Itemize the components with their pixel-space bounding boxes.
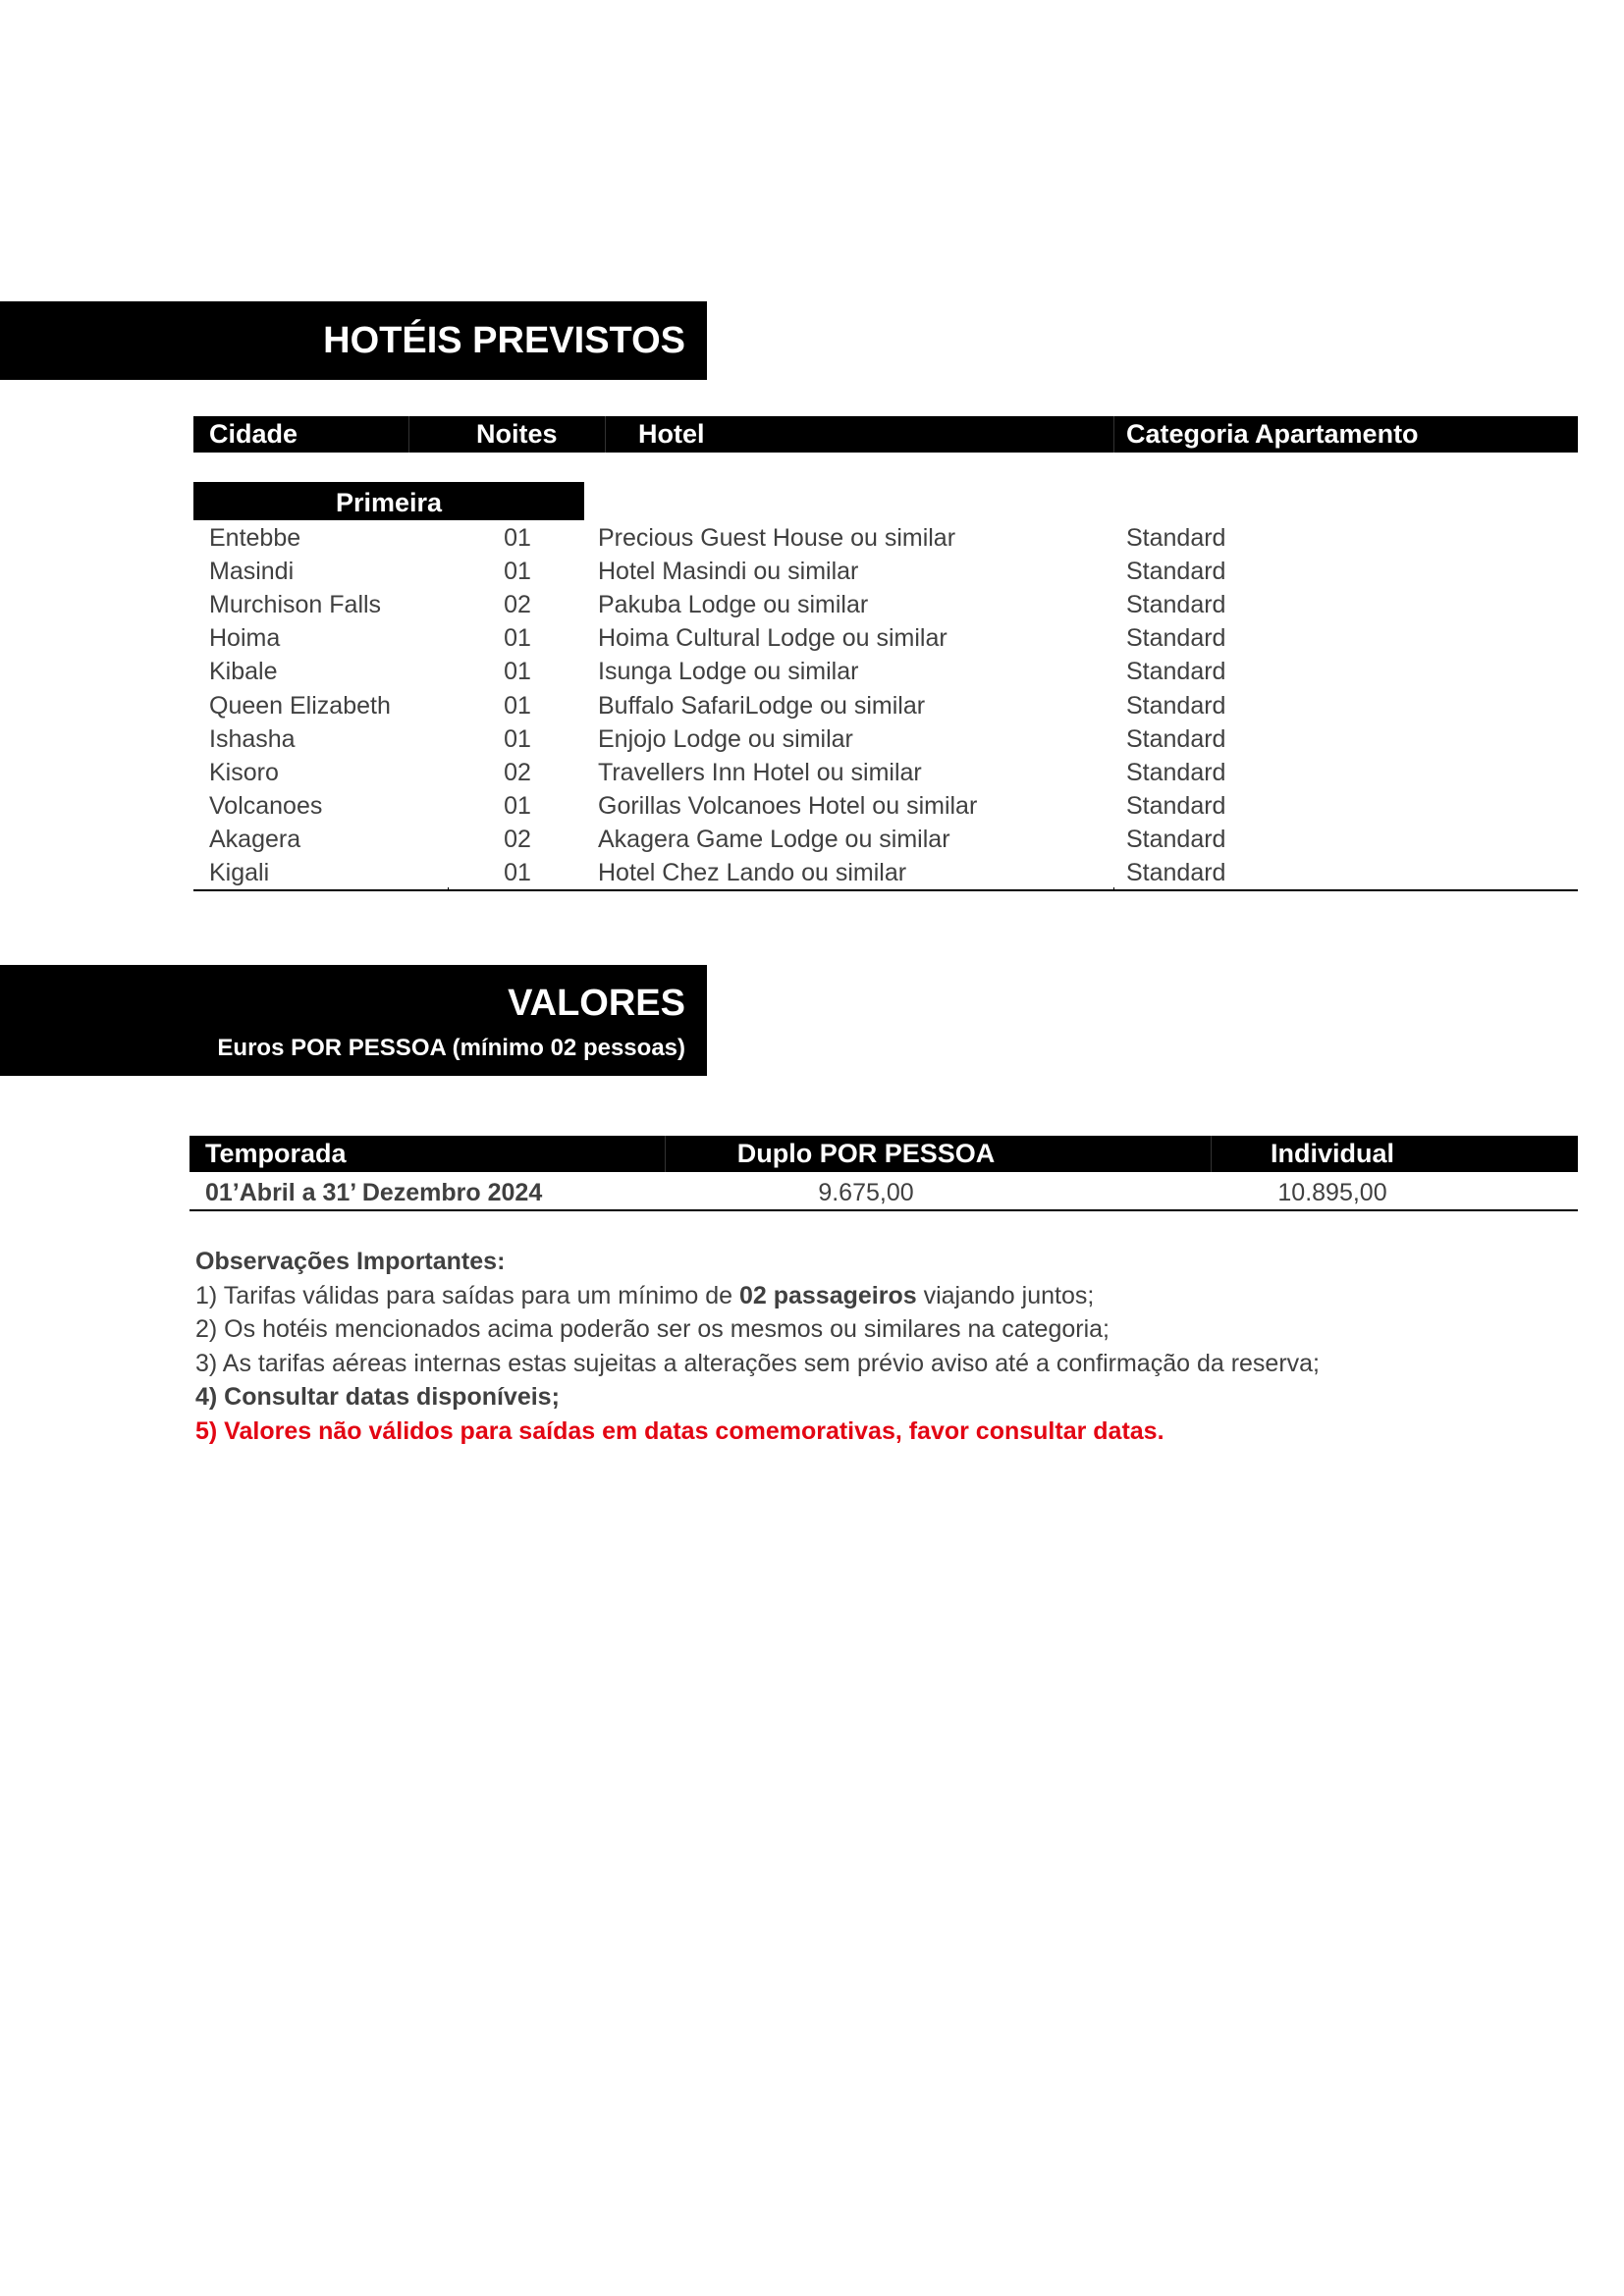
observacao-item-5: 5) Valores não válidos para saídas em datas comemorativas, favor consultar datas. xyxy=(195,1416,1164,1445)
hotel-row xyxy=(193,856,1578,889)
hotel-row xyxy=(193,756,1578,789)
hotel-row xyxy=(193,521,1578,555)
hotel-row-hotel: Akagera Game Lodge ou similar xyxy=(598,825,950,853)
hotel-row xyxy=(193,588,1578,621)
hotel-row xyxy=(193,722,1578,756)
hotel-row-cidade: Entebbe xyxy=(209,524,301,552)
hotel-row-categoria: Standard xyxy=(1126,791,1226,820)
hoteis-banner-title: HOTÉIS PREVISTOS xyxy=(323,320,685,361)
hotel-row-noites: 01 xyxy=(504,859,531,886)
header-categoria: Categoria Apartamento xyxy=(1126,419,1419,449)
hotel-row-noites: 01 xyxy=(504,624,531,653)
hotel-row-cidade: Ishasha xyxy=(209,724,296,753)
hotel-row-hotel: Gorillas Volcanoes Hotel ou similar xyxy=(598,791,978,820)
hotel-row-hotel: Buffalo SafariLodge ou similar xyxy=(598,691,926,720)
hotel-row-categoria: Standard xyxy=(1126,758,1226,786)
hotel-row-hotel: Pakuba Lodge ou similar xyxy=(598,591,869,619)
hotel-row-cidade: Murchison Falls xyxy=(209,591,382,619)
header-noites: Noites xyxy=(476,419,558,449)
header-hotel: Hotel xyxy=(638,419,705,449)
valores-banner-subtitle: Euros POR PESSOA (mínimo 02 pessoas) xyxy=(217,1035,685,1061)
price-table-header xyxy=(189,1136,1578,1172)
observacoes-title: Observações Importantes: xyxy=(195,1248,506,1275)
hotel-row-cidade: Kigali xyxy=(209,859,270,886)
hotel-row-categoria: Standard xyxy=(1126,558,1226,586)
hotel-row-categoria: Standard xyxy=(1126,859,1226,886)
hotel-row-categoria: Standard xyxy=(1126,691,1226,720)
observacoes-section xyxy=(195,1245,1570,1448)
observacao-item-1 xyxy=(195,1279,1570,1313)
hotel-row-categoria: Standard xyxy=(1126,624,1226,653)
hotel-row-categoria: Standard xyxy=(1126,658,1226,686)
hotel-row-cidade: Akagera xyxy=(209,825,301,853)
price-duplo: 9.675,00 xyxy=(818,1179,914,1206)
hoteis-banner xyxy=(0,301,707,380)
valores-banner-title: VALORES xyxy=(508,983,685,1024)
hotel-row-hotel: Precious Guest House ou similar xyxy=(598,524,956,552)
hotel-row-noites: 01 xyxy=(504,691,531,720)
hotel-row xyxy=(193,823,1578,856)
hotel-row xyxy=(193,621,1578,655)
header-divider xyxy=(605,416,606,453)
hotel-row-cidade: Queen Elizabeth xyxy=(209,691,391,720)
header-duplo: Duplo POR PESSOA xyxy=(736,1139,996,1168)
hotel-row xyxy=(193,789,1578,823)
header-cidade: Cidade xyxy=(209,419,298,449)
hotel-row-hotel: Travellers Inn Hotel ou similar xyxy=(598,758,922,786)
hotel-row-hotel: Hoima Cultural Lodge ou similar xyxy=(598,624,947,653)
hotel-row-noites: 01 xyxy=(504,724,531,753)
hotel-row xyxy=(193,555,1578,588)
hotel-row-categoria: Standard xyxy=(1126,724,1226,753)
hotel-row-noites: 02 xyxy=(504,591,531,619)
header-divider xyxy=(1113,416,1114,453)
observacao-1-bold: 02 passageiros xyxy=(738,1281,917,1309)
hotel-row-hotel: Hotel Chez Lando ou similar xyxy=(598,859,907,886)
observacao-item-2: 2) Os hotéis mencionados acima poderão ser os mesmos ou similares na categoria; xyxy=(195,1315,1110,1343)
observacao-1-text: 1) Tarifas válidas para saídas para um mínimo de xyxy=(195,1281,739,1309)
hotel-row-noites: 02 xyxy=(504,825,531,853)
hotel-row-cidade: Masindi xyxy=(209,558,295,586)
hotel-row-noites: 01 xyxy=(504,791,531,820)
observacao-1-tail: viajando juntos; xyxy=(916,1281,1095,1309)
observacao-item-3: 3) As tarifas aéreas internas estas sujeitas a alterações sem prévio aviso até a confirmação da reserva; xyxy=(195,1349,1321,1377)
hotel-row-cidade: Kisoro xyxy=(209,758,279,786)
hotel-table-bottom-rule xyxy=(193,889,1578,891)
hotel-row-noites: 02 xyxy=(504,758,531,786)
observacao-item-4: 4) Consultar datas disponíveis; xyxy=(195,1383,560,1411)
header-individual: Individual xyxy=(1270,1139,1394,1168)
hotel-row-hotel: Enjojo Lodge ou similar xyxy=(598,724,853,753)
hotel-row-cidade: Hoima xyxy=(209,624,281,653)
hotel-row xyxy=(193,689,1578,722)
category-label: Primeira xyxy=(193,482,584,520)
price-temporada: 01’Abril a 31’ Dezembro 2024 xyxy=(205,1179,543,1206)
hotel-row-categoria: Standard xyxy=(1126,524,1226,552)
price-row xyxy=(189,1176,1578,1209)
hotel-table-header xyxy=(193,416,1578,453)
header-divider xyxy=(408,416,409,453)
price-table-bottom-rule xyxy=(189,1209,1578,1211)
hotel-row-categoria: Standard xyxy=(1126,825,1226,853)
hotel-row-noites: 01 xyxy=(504,524,531,552)
hotel-table-bottom-tick xyxy=(448,887,449,891)
hotel-table-bottom-tick xyxy=(1113,887,1114,891)
hotel-row-cidade: Kibale xyxy=(209,658,278,686)
hotel-row-hotel: Hotel Masindi ou similar xyxy=(598,558,859,586)
valores-banner xyxy=(0,965,707,1076)
hotel-row-noites: 01 xyxy=(504,558,531,586)
hotel-row-noites: 01 xyxy=(504,658,531,686)
header-temporada: Temporada xyxy=(205,1139,347,1168)
hotel-row-categoria: Standard xyxy=(1126,591,1226,619)
hotel-row-hotel: Isunga Lodge ou similar xyxy=(598,658,859,686)
hotel-row-cidade: Volcanoes xyxy=(209,791,323,820)
hotel-row xyxy=(193,655,1578,688)
price-individual: 10.895,00 xyxy=(1277,1179,1387,1206)
